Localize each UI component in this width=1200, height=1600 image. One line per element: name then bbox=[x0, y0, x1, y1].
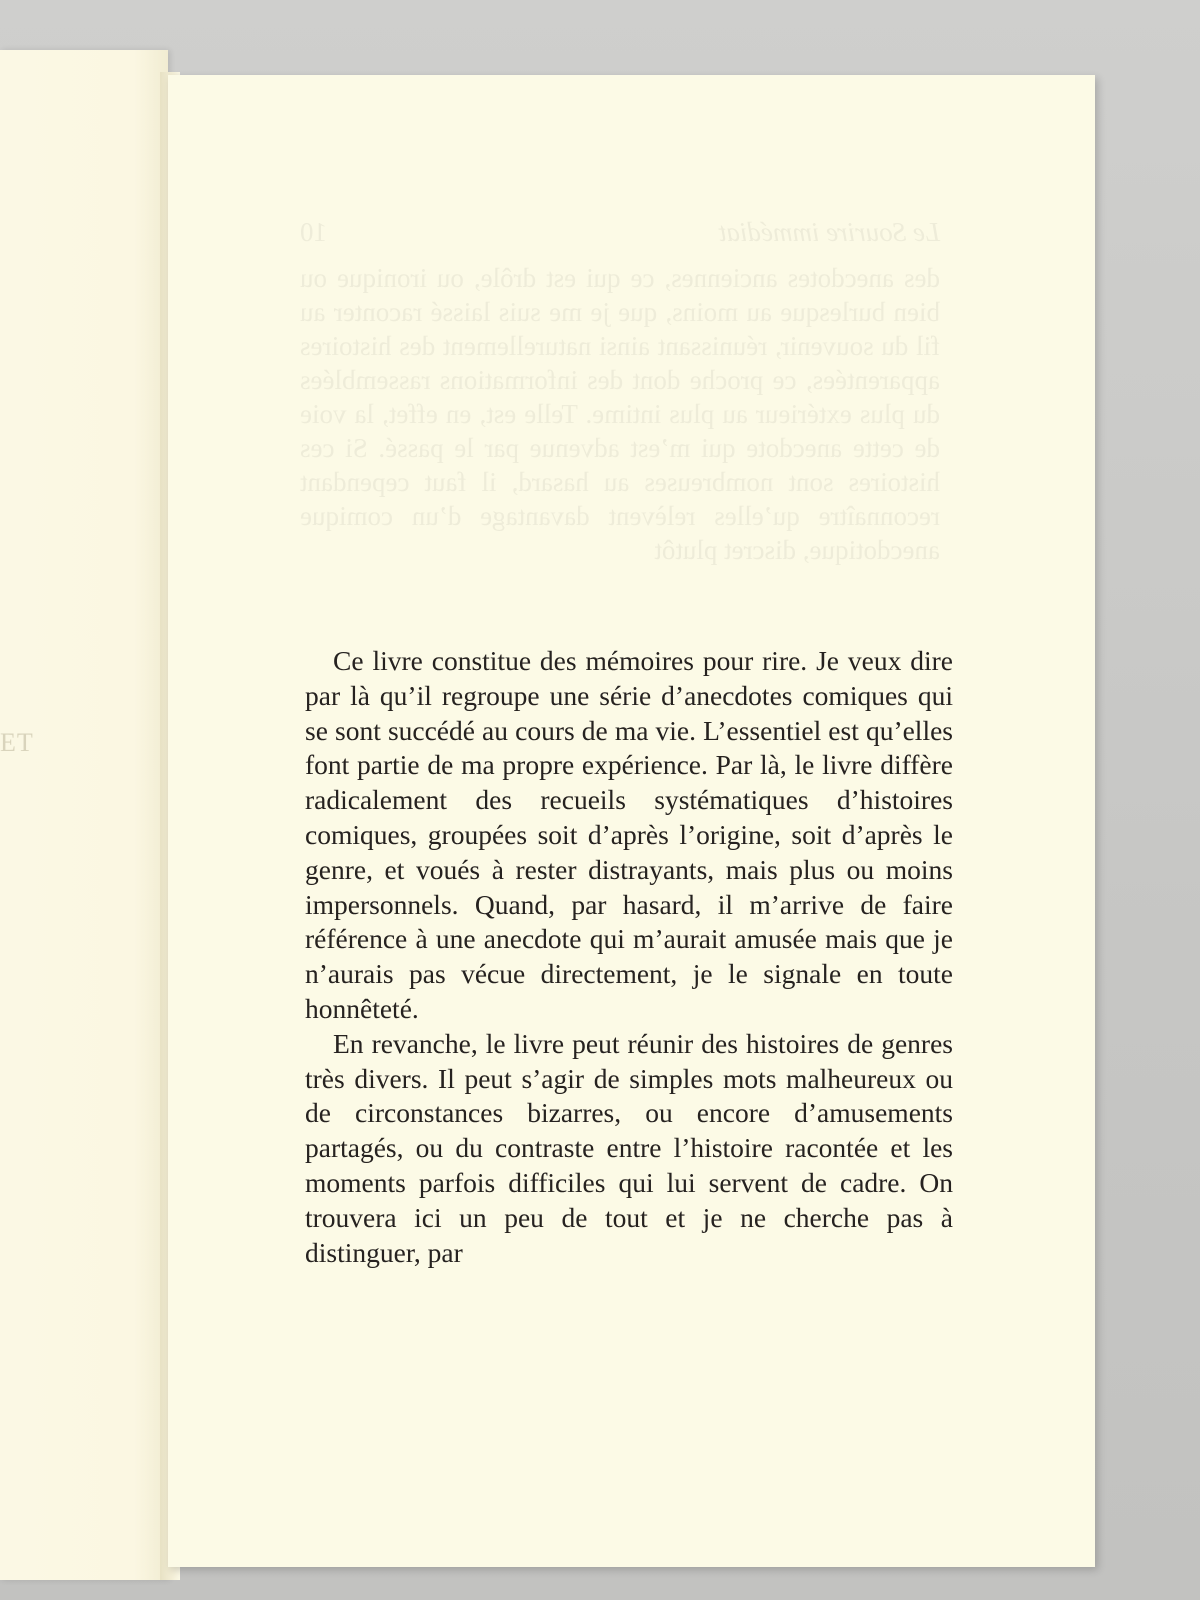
show-through-header bbox=[300, 215, 940, 249]
right-page bbox=[168, 75, 1095, 1567]
show-through-page-number: 10 bbox=[300, 217, 327, 247]
paragraph: En revanche, le livre peut réunir des histoires de genres très divers. Il peut s’agir de simples mots malheureux ou de circonstances bizarres, ou encore d’amusements partagés, ou du contraste entre l’histoire racontée et les moments parfois difficiles qui lui servent de cadre. On trouvera ici un peu de tout et je ne cherche pas à distinguer, par bbox=[305, 1027, 953, 1268]
show-through-text bbox=[300, 215, 940, 567]
left-page bbox=[0, 50, 168, 1580]
show-through-body: des anecdotes anciennes, ce qui est drôle, ou ironique ou bien burlesque au moins, que je me suis laissé raconter au fil du souvenir, réunissant ainsi naturellement des histoires apparentées, ce proche dont des informations rassemblées du plus extérieur au plus intime. Telle est, en effet, la voie de cette anecdote qui m’est advenue par le passé. Si ces histoires sont nombreuses au hasard, il faut cependant reconnaître qu’elles relèvent davantage d’un comique anecdotique, discret plutôt bbox=[300, 263, 940, 565]
left-page-edge-text: ET bbox=[0, 728, 34, 757]
show-through-running-title: Le Sourire immédiat bbox=[719, 217, 940, 247]
body-text bbox=[305, 644, 953, 1270]
paragraph: Ce livre constitue des mémoires pour rire. Je veux dire par là qu’il regroupe une série d’anecdotes comiques qui se sont succédé au cours de ma vie. L’essentiel est qu’elles font partie de ma propre expérience. Par là, le livre diffère radicalement des recueils systématiques d’histoires comiques, groupées soit d’après l’origine, soit d’après le genre, et voués à rester distrayants, mais plus ou moins impersonnels. Quand, par hasard, il m’arrive de faire référence à une anecdote qui m’aurait amusée mais que je n’aurais pas vécue directement, je le signale en toute honnêteté. bbox=[305, 645, 953, 1024]
